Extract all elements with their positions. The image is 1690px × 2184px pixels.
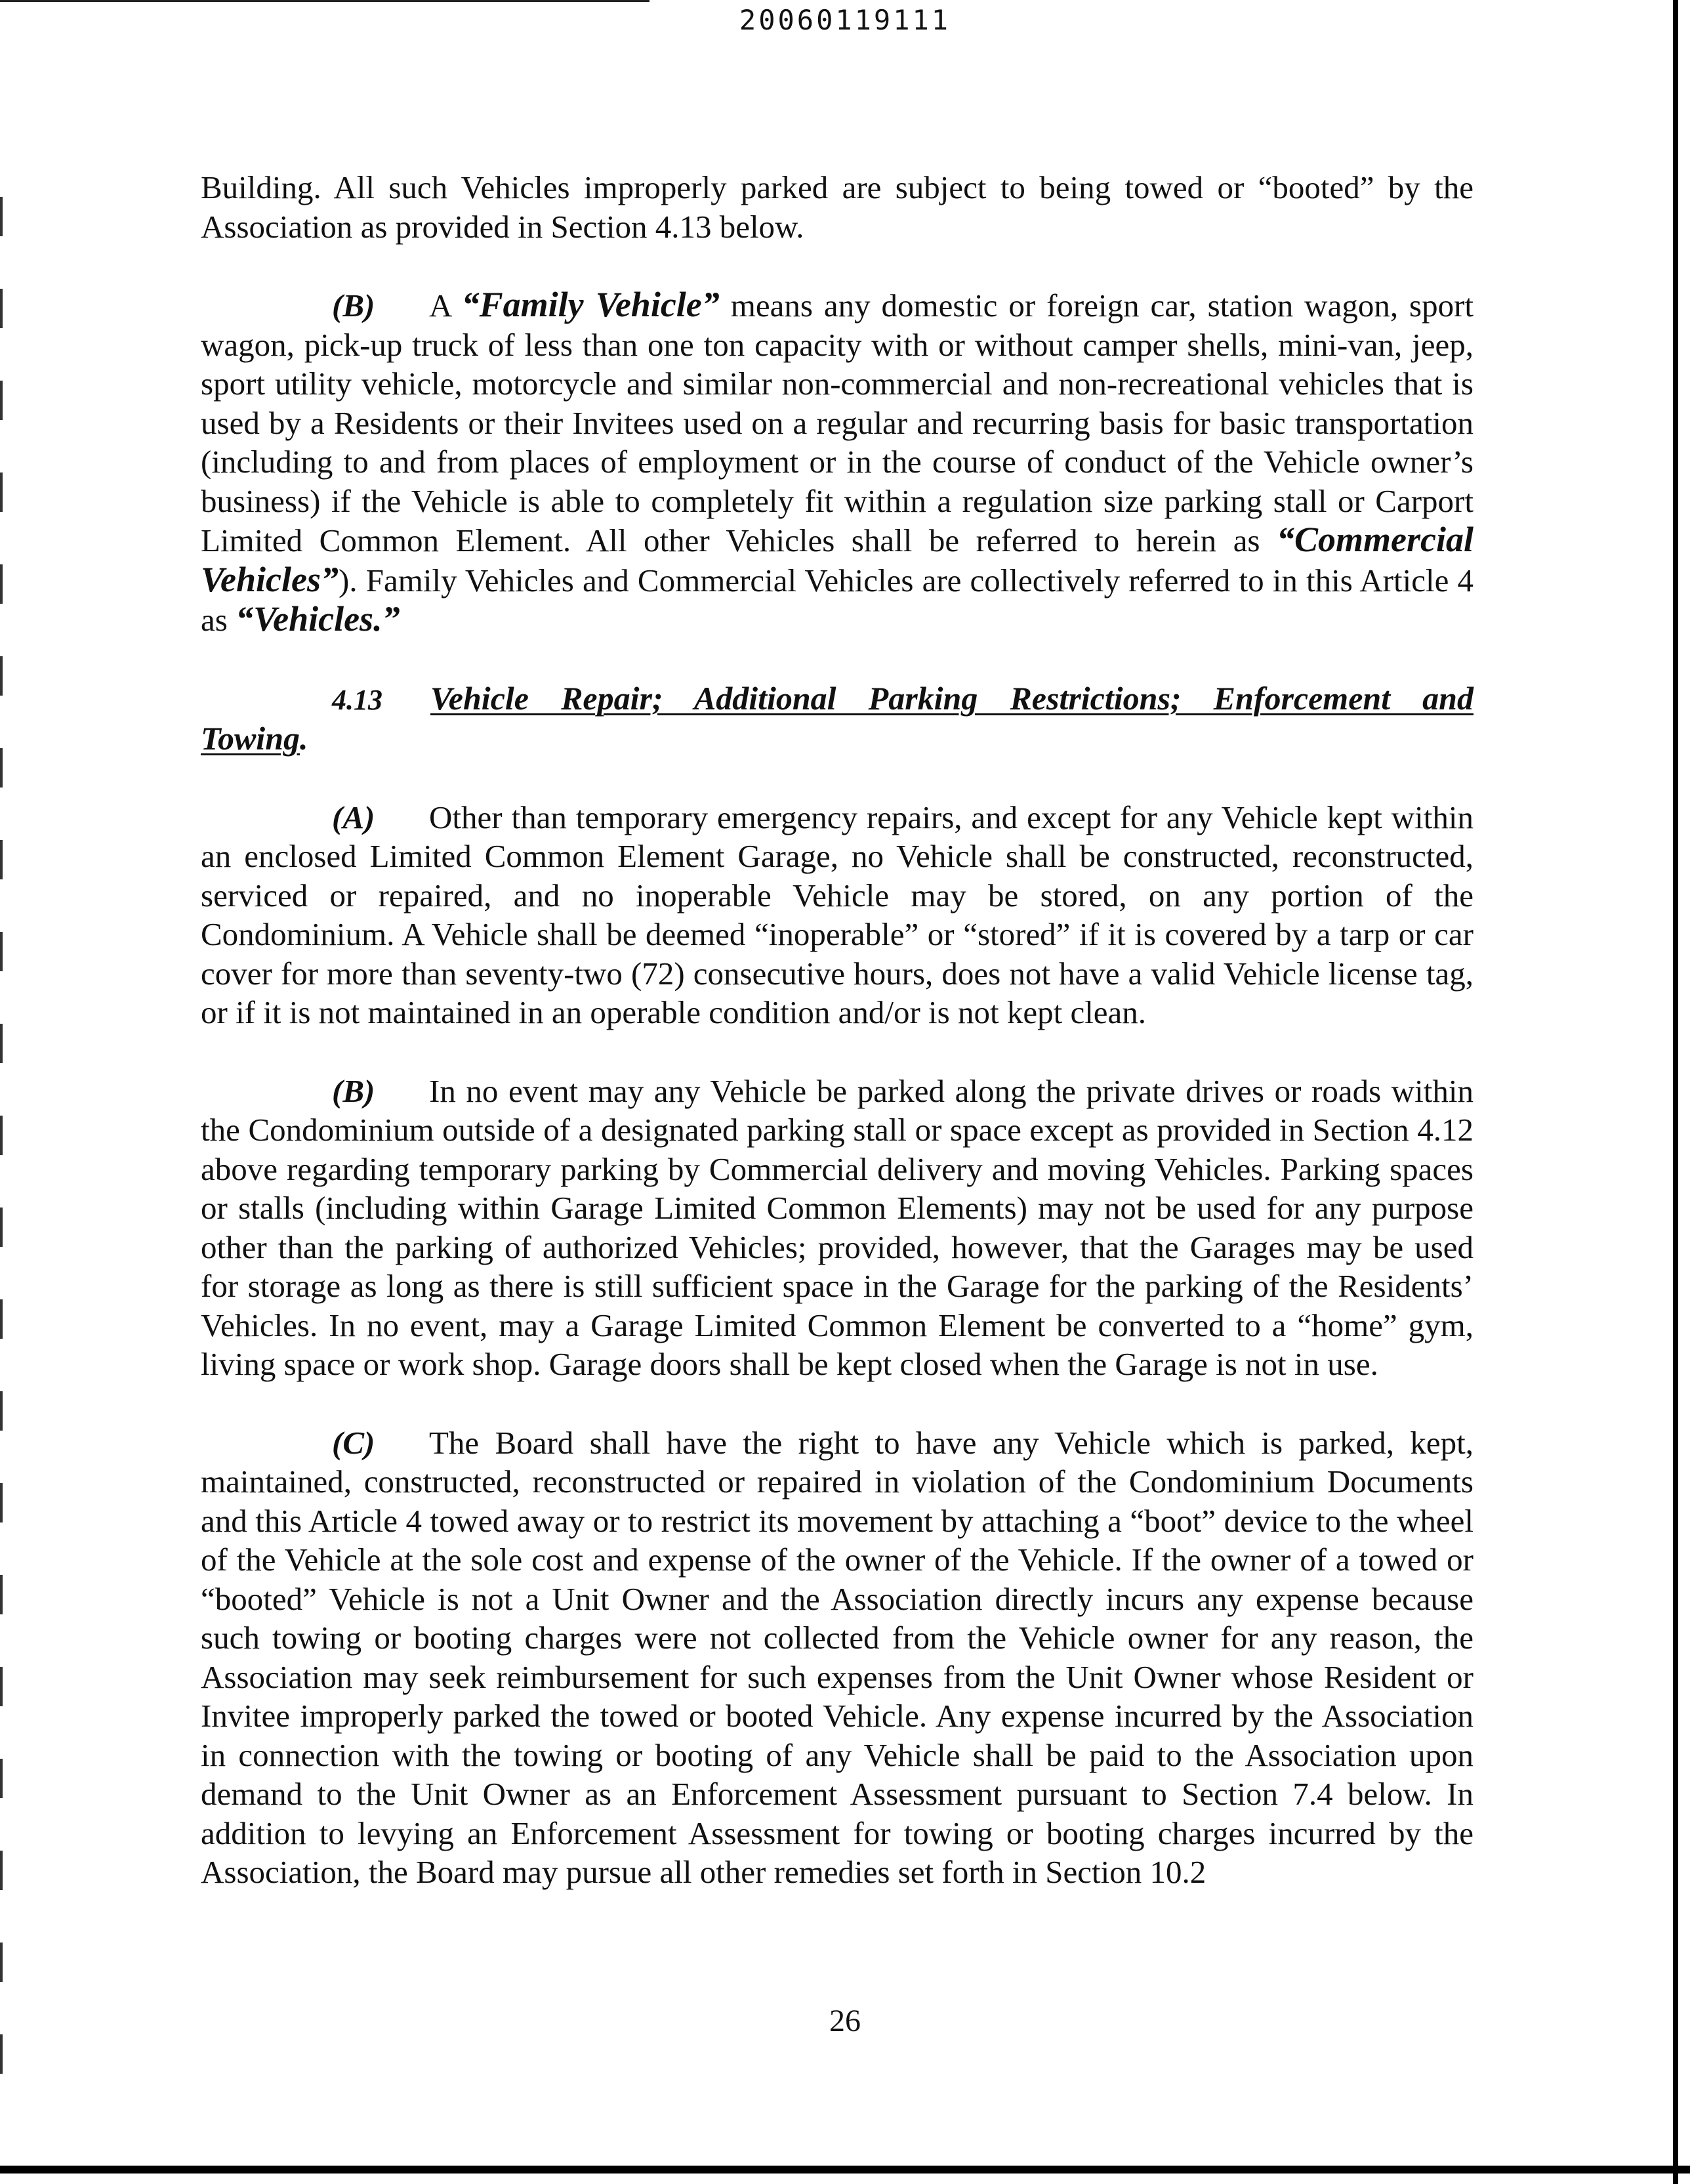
subsection-a xyxy=(201,798,1474,1032)
subsection-label-c: (C) xyxy=(332,1424,375,1461)
family-vehicle-lead: A xyxy=(429,287,451,324)
subsection-c xyxy=(201,1423,1474,1892)
section-title-line-1: Vehicle Repair; Additional Parking Restrictions; Enforcement and xyxy=(430,679,1474,717)
subsection-a-text: Other than temporary emergency repairs, and except for any Vehicle kept within an enclosed Limited Common Element Garage, no Vehicle shall be constructed, reconstructed, serviced or repaired, and no inoperable Vehicle may be stored, on any portion of the Condominium. A Vehicle shall be deemed “inoperable” or “stored” if it is covered by a tarp or car cover for more than seventy-two (72) consecutive hours, does not have a valid Vehicle license tag, or if it is not maintained in an operable condition and/or is not kept clean. xyxy=(201,799,1474,1030)
subsection-label-a: (A) xyxy=(332,799,375,835)
scan-bottom-border xyxy=(0,2166,1690,2174)
subsection-label-b: (B) xyxy=(332,287,375,324)
section-title-end: . xyxy=(300,720,308,757)
intro-paragraph: Building. All such Vehicles improperly parked are subject to being towed or “booted” by the Association as provided in Section 4.13 below. xyxy=(201,169,1474,245)
subsection-label-b2: (B) xyxy=(332,1072,375,1109)
subsection-c-text: The Board shall have the right to have any Vehicle which is parked, kept, maintained, constructed, reconstructed or repaired in violation of the Condominium Documents and this Article 4 towed away or to restrict its movement by attaching a “boot” device to the wheel of the Vehicle at the sole cost and expense of the owner of the Vehicle. If the owner of a towed or “booted” Vehicle is not a Unit Owner and the Association directly incurs any expense because such towing or booting charges were not collected from the Vehicle owner for any reason, the Association may seek reimbursement for such expenses from the Unit Owner whose Resident or Invitee improperly parked the towed or booted Vehicle. Any expense incurred by the Association in connection with the towing or booting of any Vehicle shall be paid to the Association upon demand to the Unit Owner as an Enforcement Assessment pursuant to Section 7.4 below. In addition to levying an Enforcement Assessment for towing or booting charges incurred by the Association, the Board may pursue all other remedies set forth in Section 10.2 xyxy=(201,1424,1474,1890)
document-number: 20060119111 xyxy=(739,4,951,36)
scan-right-border xyxy=(1673,0,1678,2184)
term-commercial-vehicles: “Commercial Vehicles” xyxy=(201,520,1474,599)
subsection-b-text: In no event may any Vehicle be parked along the private drives or roads within the Condominium outside of a designated parking stall or space except as provided in Section 4.12 above regarding temporary parking by Commercial delivery and moving Vehicles. Parking spaces or stalls (including within Garage Limited Common Elements) may not be used for any purpose other than the parking of authorized Vehicles; provided, however, that the Garages may be used for storage as long as there is still sufficient space in the Garage for the parking of the Residents’ Vehicles. In no event, may a Garage Limited Common Element be converted to a “home” gym, living space or work shop. Garage doors shall be kept closed when the Garage is not in use. xyxy=(201,1072,1474,1382)
document-body xyxy=(201,168,1474,1892)
family-vehicle-text-1: means any domestic or foreign car, station wagon, sport wagon, pick-up truck of less than one ton capacity with or without camper shells, mini-van, jeep, sport utility vehicle, motorcycle and similar non-commercial and non-recreational vehicles that is used by a Residents or their Invitees used on a regular and recurring basis for basic transportation (including to and from places of employment or in the course of conduct of the Vehicle owner’s business) if the Vehicle is able to completely fit within a regulation size parking stall or Carport Limited Common Element. All other Vehicles shall be referred to herein as xyxy=(201,287,1474,558)
subsection-b xyxy=(201,1072,1474,1384)
section-title-line-2: Towing xyxy=(201,720,300,757)
scan-left-marks xyxy=(0,197,3,2100)
section-heading-4-13 xyxy=(201,679,1474,759)
term-vehicles: “Vehicles.” xyxy=(236,599,400,639)
term-family-vehicle: “Family Vehicle” xyxy=(461,285,720,324)
page-number: 26 xyxy=(829,2004,861,2038)
family-vehicle-text-2: ). Family Vehicles and Commercial Vehicles are collectively referred to in this Article 4 as xyxy=(201,562,1474,638)
family-vehicle-paragraph xyxy=(201,285,1474,640)
scan-top-rule xyxy=(0,0,649,2)
section-number: 4.13 xyxy=(332,683,382,716)
